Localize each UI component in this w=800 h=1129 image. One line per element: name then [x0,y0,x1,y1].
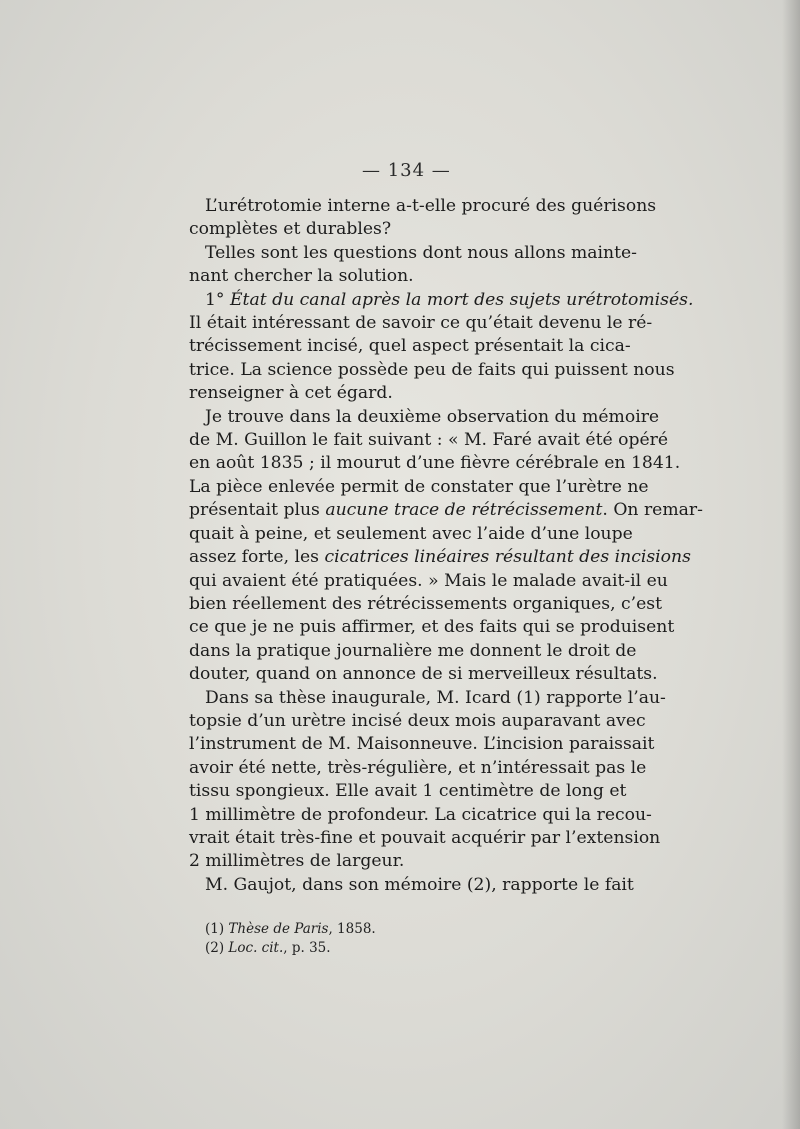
body-text [189,195,703,897]
text-run: Dans sa thèse inaugurale, M. Icard (1) rapporte l’au- [205,687,666,708]
italic-text: aucune trace de rétrécissement [325,500,603,521]
text-line [189,523,633,546]
text-line [189,195,657,218]
text-run: tissu spongieux. Elle avait 1 centimètre de long et [189,781,627,802]
text-run: dans la pratique journalière me donnent le droit de [189,640,637,661]
text-line [189,429,669,452]
text-line [189,710,646,733]
footnotes [205,920,605,958]
text-run: l’instrument de M. Maisonneuve. L’incision paraissait [189,734,655,755]
text-run: vrait était très-fine et pouvait acquérir par l’extension [189,827,661,848]
text-line [189,733,655,756]
italic-text: cicatrices linéaires résultant des incisions [324,547,691,568]
text-line [189,616,675,639]
text-line [189,359,675,382]
text-run: renseigner à cet égard. [189,383,393,404]
text-run: avoir été nette, très-régulière, et n’intéressait pas le [189,757,647,778]
text-run: (1) [205,921,229,937]
text-run: 2 millimètres de largeur. [189,851,405,872]
text-line [189,218,615,241]
page-number: — 134 — [362,160,451,181]
footnote [205,939,605,958]
text-run: , p. 35. [283,940,331,956]
text-run: Telles sont les questions dont nous allons mainte- [205,242,637,263]
text-run: La pièce enlevée permit de constater que l’urètre ne [189,476,649,497]
text-run: assez forte, les [189,547,325,568]
text-run: L’urétrotomie interne a-t-elle procuré des guérisons [205,196,657,216]
text-line [189,593,663,616]
text-run: (2) [205,940,229,956]
text-run: quait à peine, et seulement avec l’aide d’une loupe [189,523,633,544]
text-line [189,804,652,827]
text-run: , 1858. [328,921,376,937]
text-run: Il était intéressant de savoir ce qu’était devenu le ré- [189,313,653,334]
text-run: trice. La science possède peu de faits qui puissent nous [189,359,675,380]
text-run: trécissement incisé, quel aspect présentait la cica- [189,336,631,357]
text-run: 1° [205,289,230,310]
text-line [189,242,637,265]
italic-text: État du canal après la mort des sujets urétrotomisés. [230,289,694,310]
text-run: présentait plus [189,500,326,521]
text-run: ce que je ne puis affirmer, et des faits qui se produisent [189,617,675,638]
text-run: Je trouve dans la deuxième observation du mémoire [205,406,660,427]
text-line [189,312,653,335]
text-line [189,780,627,803]
text-line [189,570,668,593]
text-line [189,499,703,522]
text-line [189,382,615,405]
text-run: bien réellement des rétrécissements organiques, c’est [189,593,663,614]
text-line [189,406,660,429]
italic-text: Thèse de Paris [228,921,329,937]
text-run: de M. Guillon le fait suivant : « M. Faré avait été opéré [189,430,669,451]
text-line [189,757,647,780]
text-run: . On remar- [602,500,703,521]
text-line [189,289,694,312]
text-line [189,663,658,686]
text-run: douter, quand on annonce de si merveilleux résultats. [189,664,658,685]
text-run: complètes et durables? [189,219,392,240]
text-line [189,687,666,710]
text-line [189,546,691,569]
text-line [189,335,631,358]
text-line [189,827,661,850]
italic-text: Loc. cit. [228,940,284,956]
text-line [189,265,615,288]
text-run: en août 1835 ; il mourut d’une fièvre cérébrale en 1841. [189,453,681,474]
text-run: 1 millimètre de profondeur. La cicatrice qui la recou- [189,804,652,825]
text-line [189,874,634,897]
text-run: nant chercher la solution. [189,266,414,287]
text-run: M. Gaujot, dans son mémoire (2), rapporte le fait [205,874,634,895]
footnote [205,920,605,939]
text-line [189,640,637,663]
text-run: qui avaient été pratiquées. » Mais le malade avait-il eu [189,570,668,591]
text-line [189,850,615,873]
text-line [189,452,681,475]
text-run: topsie d’un urètre incisé deux mois auparavant avec [189,710,646,731]
text-line [189,476,649,499]
